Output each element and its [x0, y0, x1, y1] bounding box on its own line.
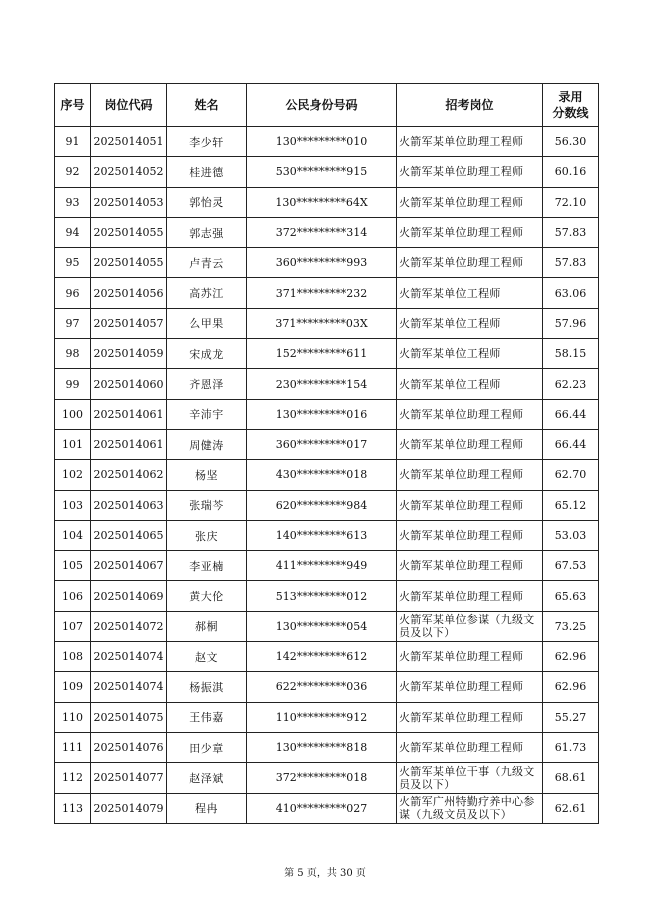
- cell-score-line: 62.23: [543, 369, 599, 399]
- table-row: [55, 611, 599, 641]
- cell-name: 李亚楠: [167, 551, 247, 581]
- cell-recruitment-position: 火箭军某单位工程师: [397, 308, 543, 338]
- header-score-line: 录用 分数线: [543, 84, 599, 127]
- cell-score-line: 65.12: [543, 490, 599, 520]
- cell-name: 田少章: [167, 732, 247, 762]
- cell-name: 郝桐: [167, 611, 247, 641]
- cell-score-line: 61.73: [543, 732, 599, 762]
- cell-serial-number: 92: [55, 157, 91, 187]
- table-row: [55, 369, 599, 399]
- table-row: [55, 490, 599, 520]
- cell-position-code: 2025014059: [91, 339, 167, 369]
- cell-position-code: 2025014072: [91, 611, 167, 641]
- cell-score-line: 58.15: [543, 339, 599, 369]
- cell-recruitment-position: 火箭军某单位助理工程师: [397, 157, 543, 187]
- table-row: [55, 248, 599, 278]
- cell-position-code: 2025014055: [91, 217, 167, 247]
- table-row: [55, 339, 599, 369]
- cell-name: 郭志强: [167, 217, 247, 247]
- header-serial-number: 序号: [55, 84, 91, 127]
- cell-id-number: 371*********232: [247, 278, 397, 308]
- cell-recruitment-position: 火箭军某单位助理工程师: [397, 702, 543, 732]
- cell-recruitment-position: 火箭军某单位助理工程师: [397, 127, 543, 157]
- cell-name: 赵文: [167, 642, 247, 672]
- cell-position-code: 2025014074: [91, 642, 167, 672]
- cell-serial-number: 112: [55, 763, 91, 793]
- cell-name: 高苏江: [167, 278, 247, 308]
- table-row: [55, 217, 599, 247]
- cell-name: 郭怡灵: [167, 187, 247, 217]
- cell-name: 卢青云: [167, 248, 247, 278]
- cell-position-code: 2025014055: [91, 248, 167, 278]
- cell-position-code: 2025014063: [91, 490, 167, 520]
- cell-name: 程冉: [167, 793, 247, 823]
- cell-score-line: 73.25: [543, 611, 599, 641]
- cell-score-line: 66.44: [543, 399, 599, 429]
- cell-recruitment-position: 火箭军某单位助理工程师: [397, 217, 543, 247]
- cell-name: 辛沛宇: [167, 399, 247, 429]
- table-row: [55, 127, 599, 157]
- cell-id-number: 371*********03X: [247, 308, 397, 338]
- cell-recruitment-position: 火箭军某单位工程师: [397, 278, 543, 308]
- cell-position-code: 2025014077: [91, 763, 167, 793]
- cell-id-number: 140*********613: [247, 520, 397, 550]
- cell-score-line: 72.10: [543, 187, 599, 217]
- cell-position-code: 2025014062: [91, 460, 167, 490]
- cell-name: 宋成龙: [167, 339, 247, 369]
- cell-score-line: 62.96: [543, 642, 599, 672]
- cell-recruitment-position: 火箭军某单位助理工程师: [397, 520, 543, 550]
- cell-score-line: 57.83: [543, 217, 599, 247]
- cell-score-line: 68.61: [543, 763, 599, 793]
- cell-score-line: 57.83: [543, 248, 599, 278]
- cell-score-line: 66.44: [543, 429, 599, 459]
- table-row: [55, 399, 599, 429]
- cell-recruitment-position: 火箭军某单位工程师: [397, 339, 543, 369]
- table-row: [55, 642, 599, 672]
- cell-position-code: 2025014052: [91, 157, 167, 187]
- cell-id-number: 410*********027: [247, 793, 397, 823]
- cell-position-code: 2025014074: [91, 672, 167, 702]
- cell-recruitment-position: 火箭军某单位助理工程师: [397, 642, 543, 672]
- cell-name: 桂进德: [167, 157, 247, 187]
- cell-recruitment-position: 火箭军某单位助理工程师: [397, 248, 543, 278]
- cell-serial-number: 102: [55, 460, 91, 490]
- cell-id-number: 620*********984: [247, 490, 397, 520]
- table-row: [55, 702, 599, 732]
- cell-serial-number: 106: [55, 581, 91, 611]
- table-row: [55, 429, 599, 459]
- cell-id-number: 622*********036: [247, 672, 397, 702]
- cell-score-line: 55.27: [543, 702, 599, 732]
- cell-score-line: 67.53: [543, 551, 599, 581]
- cell-position-code: 2025014061: [91, 399, 167, 429]
- table-row: [55, 278, 599, 308]
- cell-id-number: 130*********016: [247, 399, 397, 429]
- table-row: [55, 581, 599, 611]
- cell-recruitment-position: 火箭军某单位助理工程师: [397, 551, 543, 581]
- cell-serial-number: 93: [55, 187, 91, 217]
- cell-position-code: 2025014060: [91, 369, 167, 399]
- cell-serial-number: 109: [55, 672, 91, 702]
- cell-score-line: 62.70: [543, 460, 599, 490]
- cell-serial-number: 101: [55, 429, 91, 459]
- header-id-number: 公民身份号码: [247, 84, 397, 127]
- cell-name: 周健涛: [167, 429, 247, 459]
- table-row: [55, 308, 599, 338]
- cell-position-code: 2025014065: [91, 520, 167, 550]
- cell-name: 齐恩泽: [167, 369, 247, 399]
- cell-position-code: 2025014075: [91, 702, 167, 732]
- cell-name: 张庆: [167, 520, 247, 550]
- cell-score-line: 62.96: [543, 672, 599, 702]
- cell-id-number: 130*********818: [247, 732, 397, 762]
- cell-id-number: 411*********949: [247, 551, 397, 581]
- cell-serial-number: 98: [55, 339, 91, 369]
- cell-name: 李少轩: [167, 127, 247, 157]
- cell-id-number: 130*********64X: [247, 187, 397, 217]
- cell-score-line: 57.96: [543, 308, 599, 338]
- cell-score-line: 62.61: [543, 793, 599, 823]
- cell-id-number: 110*********912: [247, 702, 397, 732]
- cell-serial-number: 110: [55, 702, 91, 732]
- cell-recruitment-position: 火箭军某单位工程师: [397, 369, 543, 399]
- table-row: [55, 460, 599, 490]
- cell-position-code: 2025014061: [91, 429, 167, 459]
- cell-position-code: 2025014079: [91, 793, 167, 823]
- cell-score-line: 65.63: [543, 581, 599, 611]
- cell-serial-number: 100: [55, 399, 91, 429]
- cell-serial-number: 103: [55, 490, 91, 520]
- cell-recruitment-position: 火箭军某单位参谋（九级文员及以下）: [397, 611, 543, 641]
- cell-position-code: 2025014056: [91, 278, 167, 308]
- cell-serial-number: 95: [55, 248, 91, 278]
- cell-serial-number: 94: [55, 217, 91, 247]
- cell-recruitment-position: 火箭军某单位助理工程师: [397, 732, 543, 762]
- cell-id-number: 130*********010: [247, 127, 397, 157]
- cell-id-number: 230*********154: [247, 369, 397, 399]
- header-recruitment-position: 招考岗位: [397, 84, 543, 127]
- cell-name: 王伟嘉: [167, 702, 247, 732]
- cell-id-number: 513*********012: [247, 581, 397, 611]
- cell-serial-number: 113: [55, 793, 91, 823]
- cell-recruitment-position: 火箭军某单位助理工程师: [397, 490, 543, 520]
- cell-serial-number: 108: [55, 642, 91, 672]
- cell-id-number: 372*********018: [247, 763, 397, 793]
- table-row: [55, 732, 599, 762]
- cell-serial-number: 107: [55, 611, 91, 641]
- table-row: [55, 551, 599, 581]
- cell-score-line: 60.16: [543, 157, 599, 187]
- cell-name: 么甲果: [167, 308, 247, 338]
- cell-serial-number: 99: [55, 369, 91, 399]
- cell-position-code: 2025014069: [91, 581, 167, 611]
- cell-position-code: 2025014051: [91, 127, 167, 157]
- cell-name: 杨坚: [167, 460, 247, 490]
- cell-id-number: 142*********612: [247, 642, 397, 672]
- cell-recruitment-position: 火箭军某单位助理工程师: [397, 399, 543, 429]
- table-header-row: [55, 84, 599, 127]
- cell-recruitment-position: 火箭军某单位助理工程师: [397, 187, 543, 217]
- header-name: 姓名: [167, 84, 247, 127]
- cell-position-code: 2025014067: [91, 551, 167, 581]
- cell-score-line: 56.30: [543, 127, 599, 157]
- cell-serial-number: 104: [55, 520, 91, 550]
- cell-recruitment-position: 火箭军某单位助理工程师: [397, 581, 543, 611]
- table-row: [55, 763, 599, 793]
- table-row: [55, 672, 599, 702]
- cell-recruitment-position: 火箭军某单位助理工程师: [397, 429, 543, 459]
- table-row: [55, 157, 599, 187]
- cell-serial-number: 111: [55, 732, 91, 762]
- page-footer: 第 5 页，共 30 页: [284, 868, 366, 879]
- cell-id-number: 360*********993: [247, 248, 397, 278]
- cell-score-line: 63.06: [543, 278, 599, 308]
- cell-id-number: 372*********314: [247, 217, 397, 247]
- table-row: [55, 793, 599, 823]
- cell-id-number: 530*********915: [247, 157, 397, 187]
- cell-recruitment-position: 火箭军某单位助理工程师: [397, 672, 543, 702]
- cell-recruitment-position: 火箭军某单位干事（九级文员及以下）: [397, 763, 543, 793]
- cell-id-number: 430*********018: [247, 460, 397, 490]
- cell-name: 张瑞芩: [167, 490, 247, 520]
- header-position-code: 岗位代码: [91, 84, 167, 127]
- cell-position-code: 2025014057: [91, 308, 167, 338]
- cell-recruitment-position: 火箭军某单位助理工程师: [397, 460, 543, 490]
- cell-id-number: 360*********017: [247, 429, 397, 459]
- admission-table: [54, 83, 599, 824]
- cell-position-code: 2025014076: [91, 732, 167, 762]
- cell-id-number: 152*********611: [247, 339, 397, 369]
- cell-serial-number: 105: [55, 551, 91, 581]
- cell-serial-number: 91: [55, 127, 91, 157]
- table-row: [55, 520, 599, 550]
- cell-recruitment-position: 火箭军广州特勤疗养中心参谋（九级文员及以下）: [397, 793, 543, 823]
- cell-name: 杨振淇: [167, 672, 247, 702]
- cell-name: 赵泽斌: [167, 763, 247, 793]
- cell-serial-number: 96: [55, 278, 91, 308]
- cell-id-number: 130*********054: [247, 611, 397, 641]
- cell-name: 黄大伦: [167, 581, 247, 611]
- cell-position-code: 2025014053: [91, 187, 167, 217]
- cell-score-line: 53.03: [543, 520, 599, 550]
- table-row: [55, 187, 599, 217]
- cell-serial-number: 97: [55, 308, 91, 338]
